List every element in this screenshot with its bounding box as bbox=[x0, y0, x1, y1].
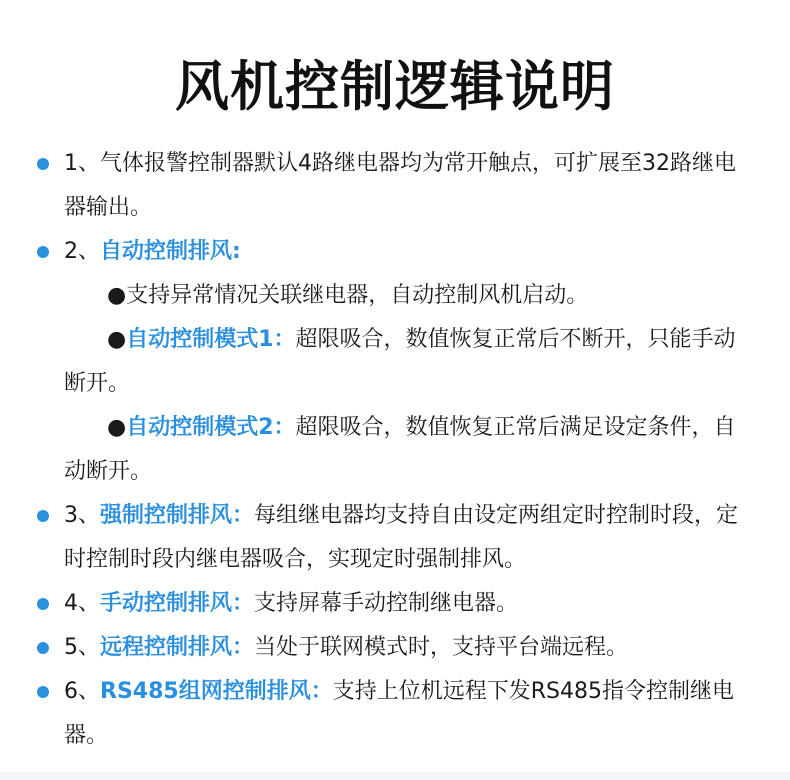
bullet-dot-icon bbox=[37, 246, 49, 258]
list-item-4 bbox=[0, 582, 790, 626]
item-heading: 强制控制排风： bbox=[100, 503, 255, 528]
item-text: 气体报警控制器默认4路继电器均为常开触点，可扩展至32路继电器输出。 bbox=[64, 151, 736, 220]
list-item-6 bbox=[0, 670, 790, 758]
black-bullet-icon: ● bbox=[107, 327, 127, 352]
black-bullet-icon: ● bbox=[107, 283, 127, 308]
item-heading: 远程控制排风： bbox=[100, 635, 255, 660]
sub-item-auto-mode-2 bbox=[0, 406, 790, 494]
item-heading: 自动控制模式1： bbox=[126, 327, 296, 352]
sub-item-auto-start bbox=[0, 274, 790, 318]
list-item-3 bbox=[0, 494, 790, 582]
page-title: 风机控制逻辑说明 bbox=[175, 55, 615, 118]
item-prefix: 5、 bbox=[64, 635, 100, 660]
logic-description-list bbox=[0, 142, 790, 758]
item-prefix: 1、 bbox=[64, 151, 100, 176]
bullet-dot-icon bbox=[37, 158, 49, 170]
item-prefix: 2、 bbox=[64, 239, 100, 264]
item-prefix: 3、 bbox=[64, 503, 100, 528]
item-text: 支持异常情况关联继电器，自动控制风机启动。 bbox=[126, 283, 589, 308]
bottom-band bbox=[0, 772, 790, 780]
item-heading: 手动控制排风： bbox=[100, 591, 255, 616]
item-text: 超限吸合，数值恢复正常后不断开，只能手动断开。 bbox=[64, 327, 736, 396]
list-item-2 bbox=[0, 230, 790, 274]
item-text: 每组继电器均支持自由设定两组定时控制时段，定时控制时段内继电器吸合，实现定时强制排风。 bbox=[64, 503, 739, 572]
black-bullet-icon: ● bbox=[107, 415, 127, 440]
bullet-dot-icon bbox=[37, 510, 49, 522]
item-heading: RS485组网控制排风： bbox=[100, 679, 333, 704]
sub-item-auto-mode-1 bbox=[0, 318, 790, 406]
bullet-dot-icon bbox=[37, 642, 49, 654]
item-prefix: 4、 bbox=[64, 591, 100, 616]
item-text: 当处于联网模式时，支持平台端远程。 bbox=[254, 635, 629, 660]
item-heading: 自动控制模式2： bbox=[126, 415, 296, 440]
bullet-dot-icon bbox=[37, 686, 49, 698]
item-text: 支持屏幕手动控制继电器。 bbox=[254, 591, 519, 616]
bullet-dot-icon bbox=[37, 598, 49, 610]
item-text: 超限吸合，数值恢复正常后满足设定条件，自动断开。 bbox=[64, 415, 736, 484]
list-item-5 bbox=[0, 626, 790, 670]
item-prefix: 6、 bbox=[64, 679, 100, 704]
item-heading: 自动控制排风: bbox=[100, 239, 241, 264]
item-text: 支持上位机远程下发RS485指令控制继电器。 bbox=[64, 679, 734, 748]
list-item-1 bbox=[0, 142, 790, 230]
